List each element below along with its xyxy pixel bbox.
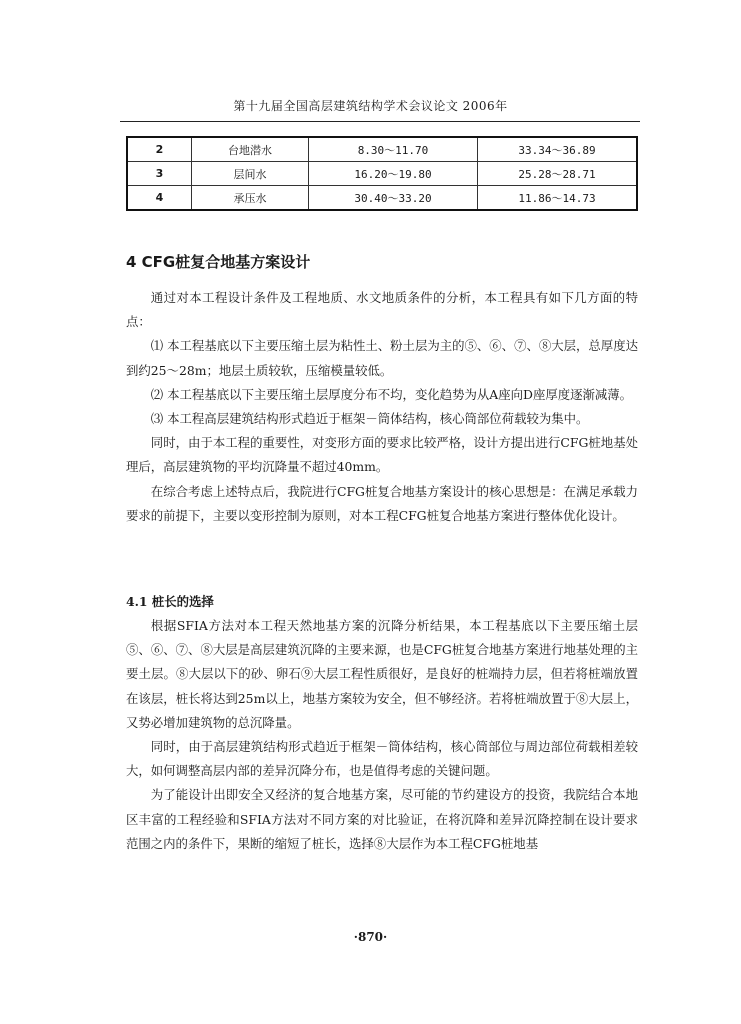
table-cell-no: 4 [127, 186, 192, 211]
pile-length-paragraph-2: 同时，由于高层建筑结构形式趋近于框架－筒体结构，核心筒部位与周边部位荷载相差较大，如何调整高层内部的差异沉降分布，也是值得考虑的关键问题。 [126, 739, 638, 779]
table-cell-no: 3 [127, 162, 192, 186]
table-cell-depth: 16.20～19.80 [309, 162, 478, 186]
table-row [127, 162, 637, 186]
table-cell-no: 2 [127, 137, 192, 162]
section-4-1-title: 4.1 桩长的选择 [126, 594, 214, 609]
groundwater-table [126, 136, 638, 211]
table-cell-elevation: 33.34～36.89 [478, 137, 638, 162]
point-1-paragraph: ⑴ 本工程基底以下主要压缩土层为粘性土、粉土层为主的⑤、⑥、⑦、⑧大层，总厚度达到约25～28m；地层土质较软，压缩模量较低。 [126, 338, 638, 378]
table-cell-name: 承压水 [192, 186, 309, 211]
section-4-title: 4 CFG桩复合地基方案设计 [126, 253, 311, 271]
table-cell-name: 台地潜水 [192, 137, 309, 162]
pile-length-paragraph-1: 根据SFIA方法对本工程天然地基方案的沉降分析结果，本工程基底以下主要压缩土层⑤、⑥、⑦、⑧大层是高层建筑沉降的主要来源，也是CFG桩复合地基方案进行地基处理的主要土层。⑧大层以下的砂、卵石⑨大层工程性质很好，是良好的桩端持力层，但若将桩端放置在该层，桩长将达到25m以上，地基方案较为安全，但不够经济。若将桩端放置于⑧大层上，又势必增加建筑物的总沉降量。 [126, 618, 638, 730]
point-3-paragraph: ⑶ 本工程高层建筑结构形式趋近于框架－筒体结构，核心筒部位荷载较为集中。 [150, 411, 589, 427]
meanwhile-paragraph: 同时，由于本工程的重要性，对变形方面的要求比较严格，设计方提出进行CFG桩地基处理后，高层建筑物的平均沉降量不超过40mm。 [126, 435, 638, 475]
pile-length-paragraph-3: 为了能设计出即安全又经济的复合地基方案，尽可能的节约建设方的投资，我院结合本地区丰富的工程经验和SFIA方法对不同方案的对比验证，在将沉降和差异沉降控制在设计要求范围之内的条件下，果断的缩短了桩长，选择⑧大层作为本工程CFG桩地基 [126, 787, 638, 851]
table-cell-name: 层间水 [192, 162, 309, 186]
core-idea-paragraph: 在综合考虑上述特点后，我院进行CFG桩复合地基方案设计的核心思想是：在满足承载力要求的前提下，主要以变形控制为原则，对本工程CFG桩复合地基方案进行整体优化设计。 [126, 483, 638, 523]
intro-paragraph: 通过对本工程设计条件及工程地质、水文地质条件的分析，本工程具有如下几方面的特点： [126, 290, 638, 330]
page-number: ·870· [353, 930, 388, 944]
section-4-body [126, 286, 638, 528]
point-2-paragraph: ⑵ 本工程基底以下主要压缩土层厚度分布不均，变化趋势为从A座向D座厚度逐渐减薄。 [150, 386, 633, 402]
section-4-1-body [126, 614, 638, 856]
table-cell-elevation: 11.86～14.73 [478, 186, 638, 211]
table-cell-depth: 8.30～11.70 [309, 137, 478, 162]
table-cell-elevation: 25.28～28.71 [478, 162, 638, 186]
table-row [127, 186, 637, 211]
header-rule [120, 121, 640, 122]
running-header: 第十九届全国高层建筑结构学术会议论文 2006年 [233, 99, 508, 113]
table-row [127, 137, 637, 162]
table-cell-depth: 30.40～33.20 [309, 186, 478, 211]
